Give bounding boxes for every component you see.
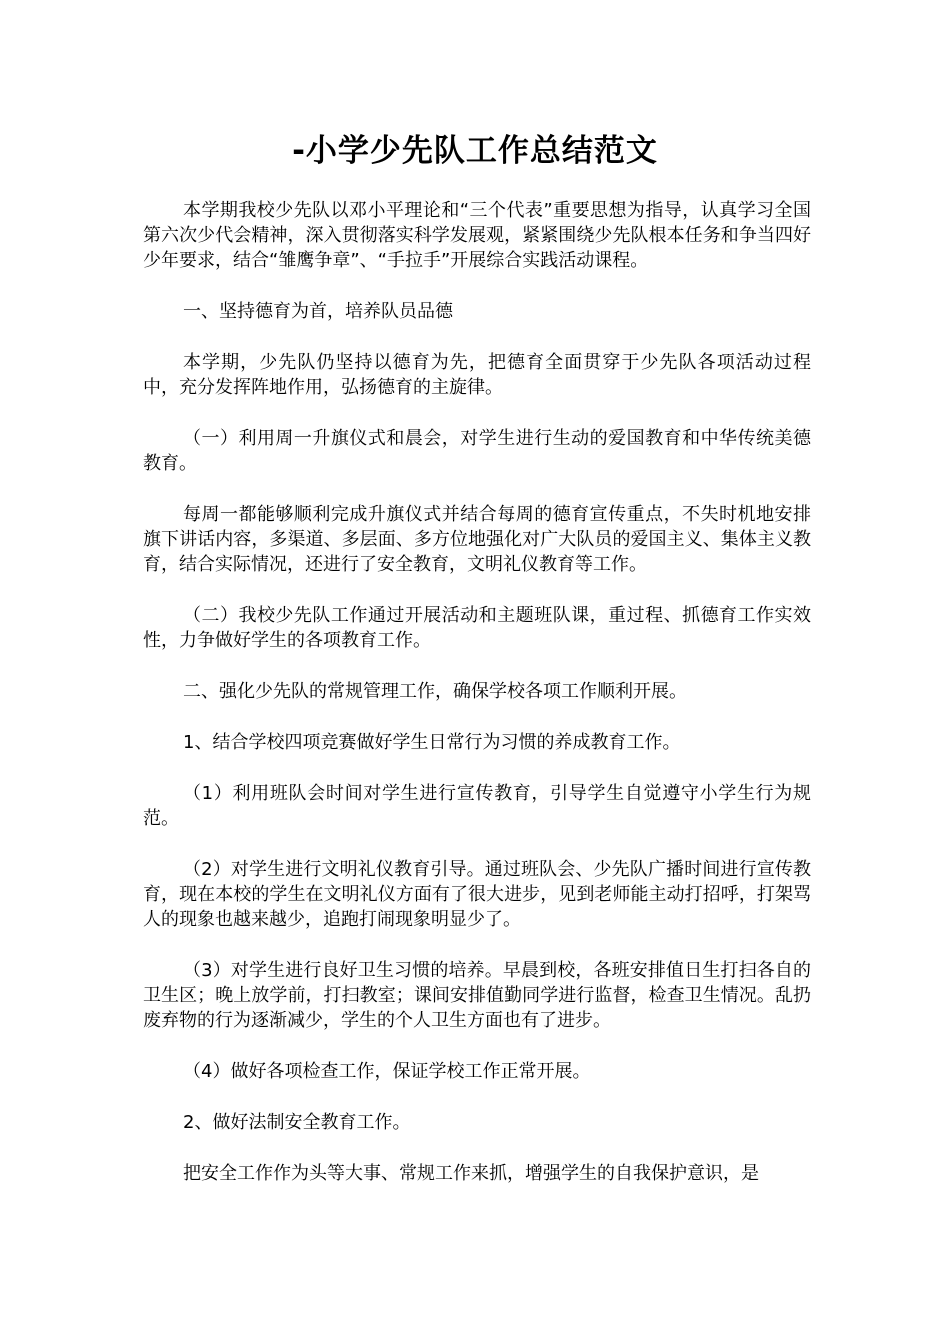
subsection-heading: （二）我校少先队工作通过开展活动和主题班队课，重过程、抓德育工作实效性，力争做好学生的各项教育工作。 [143, 605, 811, 651]
list-item: （3）对学生进行良好卫生习惯的培养。早晨到校，各班安排值日生打扫各自的卫生区；晚上放学前，打扫教室；课间安排值勤同学进行监督，检查卫生情况。乱扔废弃物的行为逐渐减少，学生的个人卫生方面也有了进步。 [143, 960, 811, 1031]
subsection-heading: （一）利用周一升旗仪式和晨会，对学生进行生动的爱国教育和中华传统美德教育。 [143, 428, 811, 474]
section-heading-2: 二、强化少先队的常规管理工作，确保学校各项工作顺利开展。 [183, 681, 687, 702]
paragraph: 本学期，少先队仍坚持以德育为先，把德育全面贯穿于少先队各项活动过程中，充分发挥阵地作用，弘扬德育的主旋律。 [143, 352, 811, 398]
paragraph-intro: 本学期我校少先队以邓小平理论和“三个代表”重要思想为指导，认真学习全国第六次少代会精神，深入贯彻落实科学发展观，紧紧围绕少先队根本任务和争当四好少年要求，结合“雏鹰争章”、“手拉手”开展综合实践活动课程。 [143, 200, 811, 271]
list-item: （1）利用班队会时间对学生进行宣传教育，引导学生自觉遵守小学生行为规范。 [143, 783, 811, 829]
document-title: -小学少先队工作总结范文 [292, 133, 658, 169]
list-item: （2）对学生进行文明礼仪教育引导。通过班队会、少先队广播时间进行宣传教育，现在本校的学生在文明礼仪方面有了很大进步，见到老师能主动打招呼，打架骂人的现象也越来越少，追跑打闹现象明显少了。 [143, 859, 811, 930]
document-body [143, 198, 811, 1212]
section-heading-1: 一、坚持德育为首，培养队员品德 [183, 301, 453, 322]
paragraph: 每周一都能够顺利完成升旗仪式并结合每周的德育宣传重点，不失时机地安排旗下讲话内容，多渠道、多层面、多方位地强化对广大队员的爱国主义、集体主义教育，结合实际情况，还进行了安全教育，文明礼仪教育等工作。 [143, 504, 811, 575]
numbered-item: 2、做好法制安全教育工作。 [183, 1112, 411, 1133]
list-item: （4）做好各项检查工作，保证学校工作正常开展。 [183, 1061, 591, 1082]
paragraph: 把安全工作作为头等大事、常规工作来抓，增强学生的自我保护意识，是 [183, 1163, 759, 1184]
numbered-item: 1、结合学校四项竞赛做好学生日常行为习惯的养成教育工作。 [183, 732, 681, 753]
